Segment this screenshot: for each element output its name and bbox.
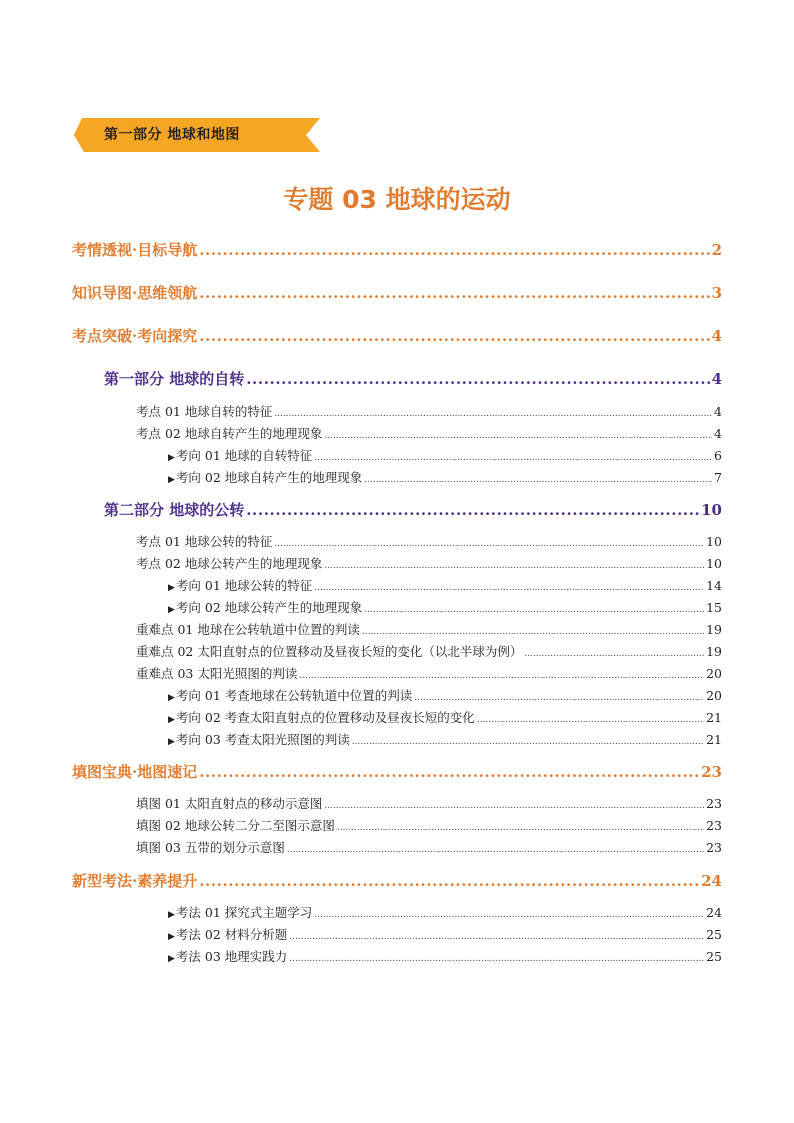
toc-entry-page: 23 <box>706 840 722 855</box>
toc-entry[interactable] <box>136 424 722 442</box>
toc-entry-page: 7 <box>714 470 722 485</box>
toc-entry[interactable] <box>136 532 722 550</box>
toc-entry-label: 考向 01 地球的自转特征 <box>175 448 313 463</box>
toc-entry-label: 考向 01 考查地球在公转轨道中位置的判读 <box>175 688 413 703</box>
dot-leader <box>199 327 709 345</box>
dot-leader <box>314 910 704 920</box>
dot-leader <box>274 539 704 549</box>
triangle-right-icon: ▶ <box>168 737 175 747</box>
toc-entry-label: 考法 03 地理实践力 <box>175 949 288 964</box>
toc-entry-page: 20 <box>706 666 722 681</box>
toc-entry-page: 23 <box>706 818 722 833</box>
toc-entry-page: 19 <box>706 644 722 659</box>
triangle-right-icon: ▶ <box>168 954 175 964</box>
dot-leader <box>289 954 704 964</box>
toc-entry[interactable] <box>168 903 722 921</box>
toc-entry-page: 10 <box>706 534 722 549</box>
toc-entry-label: 考情透视·目标导航 <box>72 241 198 259</box>
dot-leader <box>199 284 709 302</box>
toc-entry-label: 考法 02 材料分析题 <box>175 927 288 942</box>
toc-entry-page: 4 <box>714 426 722 441</box>
toc-entry[interactable] <box>136 816 722 834</box>
toc-entry[interactable] <box>136 554 722 572</box>
toc-entry-label: 考向 02 考查太阳直射点的位置移动及昼夜长短的变化 <box>175 710 475 725</box>
toc-entry-label: 第二部分 地球的公转 <box>104 501 245 519</box>
dot-leader <box>524 649 704 659</box>
toc-entry[interactable] <box>168 468 722 486</box>
toc-entry-page: 19 <box>706 622 722 637</box>
toc-entry-page: 21 <box>706 710 722 725</box>
dot-leader <box>364 475 712 485</box>
triangle-right-icon: ▶ <box>168 910 175 920</box>
section-banner <box>74 118 320 152</box>
triangle-right-icon: ▶ <box>168 693 175 703</box>
toc-entry-label: 填图 02 地球公转二分二至图示意图 <box>136 818 335 833</box>
toc-entry-page: 25 <box>706 949 722 964</box>
toc-entry-label: 新型考法·素养提升 <box>72 872 198 890</box>
toc-entry-page: 10 <box>706 556 722 571</box>
triangle-right-icon: ▶ <box>168 715 175 725</box>
dot-leader <box>314 583 704 593</box>
toc-entry[interactable] <box>136 642 722 660</box>
toc-entry-part-revolution[interactable] <box>104 499 722 521</box>
toc-entry-label: 填图 01 太阳直射点的移动示意图 <box>136 796 323 811</box>
toc-entry-mind-map[interactable] <box>72 282 722 304</box>
dot-leader <box>246 501 699 519</box>
toc-entry-label: 考向 02 地球自转产生的地理现象 <box>175 470 363 485</box>
toc-entry-page: 2 <box>711 241 722 259</box>
toc-entry-page: 14 <box>706 578 722 593</box>
triangle-right-icon: ▶ <box>168 475 175 485</box>
toc-entry-part-rotation[interactable] <box>104 368 722 390</box>
toc-entry-label: 第一部分 地球的自转 <box>104 370 245 388</box>
toc-entry[interactable] <box>136 794 722 812</box>
document-title: 专题 03 地球的运动 <box>283 185 511 214</box>
toc-entry-page: 23 <box>701 763 722 781</box>
toc-entry-target-guide[interactable] <box>72 239 722 261</box>
toc-entry-page: 4 <box>711 327 722 345</box>
toc-entry-page: 21 <box>706 732 722 747</box>
dot-leader <box>352 737 704 747</box>
dot-leader <box>246 370 709 388</box>
toc-entry-label: 填图宝典·地图速记 <box>72 763 198 781</box>
toc-entry[interactable] <box>168 730 722 748</box>
toc-entry[interactable] <box>136 402 722 420</box>
toc-entry-label: 考点 01 地球公转的特征 <box>136 534 273 549</box>
toc-entry-label: 考点突破·考向探究 <box>72 327 198 345</box>
dot-leader <box>337 823 704 833</box>
toc-entry-page: 10 <box>701 501 722 519</box>
toc-entry-label: 考向 01 地球公转的特征 <box>175 578 313 593</box>
dot-leader <box>362 627 704 637</box>
toc-entry-page: 6 <box>714 448 722 463</box>
toc-entry-label: 考向 02 地球公转产生的地理现象 <box>175 600 363 615</box>
toc-entry-label: 考点 01 地球自转的特征 <box>136 404 273 419</box>
dot-leader <box>199 241 709 259</box>
toc-entry[interactable] <box>168 947 722 965</box>
dot-leader <box>324 431 712 441</box>
toc-entry-key-points[interactable] <box>72 325 722 347</box>
dot-leader <box>324 801 704 811</box>
dot-leader <box>199 763 699 781</box>
toc-entry-page: 4 <box>711 370 722 388</box>
dot-leader <box>314 453 712 463</box>
toc-entry-label: 重难点 01 地球在公转轨道中位置的判读 <box>136 622 360 637</box>
toc-entry[interactable] <box>136 620 722 638</box>
toc-entry-page: 4 <box>714 404 722 419</box>
toc-entry-page: 15 <box>706 600 722 615</box>
toc-entry-new-types[interactable] <box>72 870 722 892</box>
toc-entry-page: 24 <box>706 905 722 920</box>
toc-entry-label: 填图 03 五带的划分示意图 <box>136 840 285 855</box>
toc-entry-label: 考向 03 考查太阳光照图的判读 <box>175 732 350 747</box>
dot-leader <box>199 872 699 890</box>
toc-entry[interactable] <box>168 598 722 616</box>
toc-entry[interactable] <box>168 708 722 726</box>
triangle-right-icon: ▶ <box>168 605 175 615</box>
toc-entry-page: 20 <box>706 688 722 703</box>
toc-entry[interactable] <box>168 446 722 464</box>
toc-entry-map-fill[interactable] <box>72 761 722 783</box>
triangle-right-icon: ▶ <box>168 932 175 942</box>
dot-leader <box>364 605 704 615</box>
toc-entry-label: 考点 02 地球自转产生的地理现象 <box>136 426 323 441</box>
toc-entry[interactable] <box>168 686 722 704</box>
toc-entry-page: 3 <box>711 284 722 302</box>
dot-leader <box>299 671 704 681</box>
triangle-right-icon: ▶ <box>168 453 175 463</box>
toc-entry[interactable] <box>136 838 722 856</box>
toc-entry-label: 知识导图·思维领航 <box>72 284 198 302</box>
toc-entry-page: 23 <box>706 796 722 811</box>
toc-entry[interactable] <box>168 925 722 943</box>
toc-entry-label: 重难点 03 太阳光照图的判读 <box>136 666 298 681</box>
dot-leader <box>477 715 704 725</box>
toc-entry-label: 考法 01 探究式主题学习 <box>175 905 313 920</box>
dot-leader <box>289 932 704 942</box>
toc-entry[interactable] <box>168 576 722 594</box>
dot-leader <box>287 845 704 855</box>
toc-entry-page: 25 <box>706 927 722 942</box>
dot-leader <box>324 561 704 571</box>
toc-entry-label: 考点 02 地球公转产生的地理现象 <box>136 556 323 571</box>
toc-entry[interactable] <box>136 664 722 682</box>
dot-leader <box>414 693 704 703</box>
toc-entry-label: 重难点 02 太阳直射点的位置移动及昼夜长短的变化（以北半球为例） <box>136 644 523 659</box>
triangle-right-icon: ▶ <box>168 583 175 593</box>
toc-entry-page: 24 <box>701 872 722 890</box>
banner-label: 第一部分 地球和地图 <box>104 127 240 143</box>
dot-leader <box>274 409 712 419</box>
